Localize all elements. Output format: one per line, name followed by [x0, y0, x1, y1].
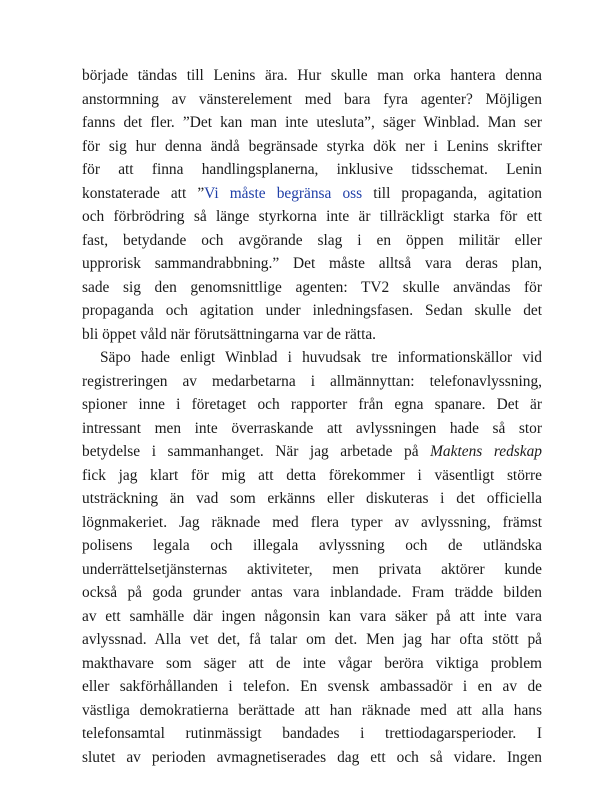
text-line-with-link [82, 182, 542, 206]
text-line: slutet av perioden avmagnetiserades dag ett och så vidare. Ingen [82, 748, 542, 766]
text-line: underrättelsetjänsternas aktiviteter, men privata aktörer kunde [82, 560, 542, 578]
paragraph-1 [82, 64, 542, 346]
text-line: fast, betydande och avgörande slag i en öppen militär eller [82, 231, 542, 249]
text-line: för att finna handlingsplanerna, inklusive tidsschemat. Lenin [82, 161, 542, 178]
quote-link[interactable]: Vi måste begränsa oss [204, 184, 363, 202]
text-line: lögnmakeriet. Jag räknade med flera typer av avlyssning, främst [82, 513, 542, 531]
text-line: utsträckning än vad som erkänns eller diskuteras i det officiella [82, 490, 542, 507]
text-line: propaganda och agitation under inledningsfasen. Sedan skulle det [82, 302, 542, 319]
text-line: Säpo hade enligt Winblad i huvudsak tre informationskällor vid [100, 349, 542, 366]
text-line-with-title [82, 440, 542, 464]
text-fragment: konstaterade att ” [82, 184, 205, 202]
book-title: Maktens redskap [430, 443, 542, 460]
text-line: makthavare som säger att de inte vågar beröra viktiga problem [82, 654, 542, 672]
text-line: telefonsamtal rutinmässigt bandades i trettiodagarsperioder. I [82, 725, 542, 742]
paragraph-2 [82, 346, 542, 769]
text-fragment: betydelse i sammanhanget. När jag arbetade på [82, 443, 431, 460]
text-line: också på goda grunder antas vara inblandade. Fram trädde bilden [82, 584, 542, 601]
text-line: polisens legala och illegala avlyssning och de utländska [82, 537, 542, 554]
text-line: fanns det fler. ”Det kan man inte utesluta”, säger Winblad. Man ser [82, 114, 542, 131]
text-line: avlyssnad. Alla vet det, få talar om det. Men jag har ofta stött på [82, 631, 542, 648]
text-fragment: till propaganda, agitation [362, 184, 543, 202]
text-line: började tändas till Lenins ära. Hur skulle man orka hantera denna [82, 67, 542, 84]
text-line: fick jag klart för mig att detta förekommer i väsentligt större [82, 466, 542, 484]
text-line: bli öppet våld när förutsättningarna var de rätta. [82, 325, 377, 343]
text-line: och förbrödring så länge styrkorna inte är tillräckligt starka för ett [82, 208, 542, 225]
text-line: västliga demokratierna berättade att han räknade med att alla hans [82, 701, 542, 719]
text-line: intressant men inte överraskande att avlyssningen hade så stor [82, 419, 542, 437]
text-line: av ett samhälle där ingen någonsin kan vara säker på att inte vara [82, 607, 542, 625]
text-line: upprorisk sammandrabbning.” Det måste alltså vara deras plan, [82, 255, 542, 272]
body-text [82, 64, 542, 769]
text-line: eller sakförhållanden i telefon. En svensk ambassadör i en av de [82, 678, 542, 695]
text-line: anstormning av vänsterelement med bara fyra agenter? Möjligen [82, 90, 542, 108]
text-line: registreringen av medarbetarna i allmännyttan: telefonavlyssning, [82, 372, 542, 390]
text-line: spioner inne i företaget och rapporter från egna spanare. Det är [82, 396, 542, 413]
text-line: för sig hur denna ändå begränsade styrka dök ner i Lenins skrifter [82, 137, 542, 155]
text-line: sade sig den genomsnittlige agenten: TV2 skulle användas för [82, 278, 542, 296]
